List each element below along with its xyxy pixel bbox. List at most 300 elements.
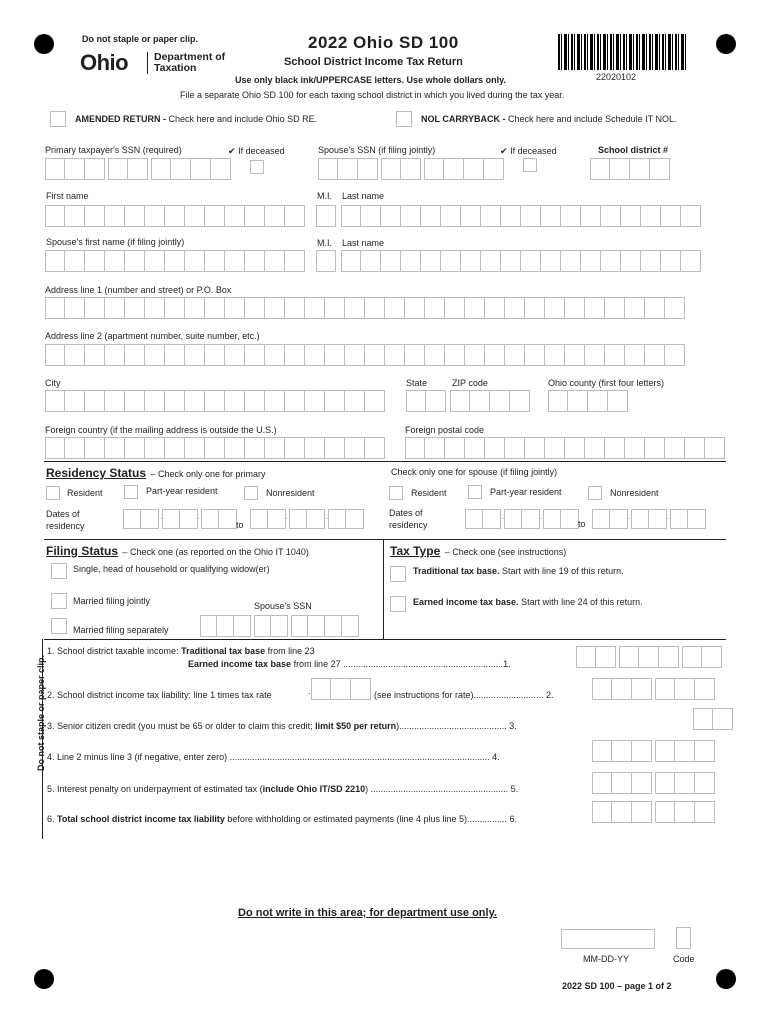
input-cell[interactable] xyxy=(125,437,145,459)
input-cell[interactable] xyxy=(245,297,265,319)
input-cell[interactable] xyxy=(165,344,185,366)
input-cell[interactable] xyxy=(365,390,385,412)
input-cell[interactable] xyxy=(105,344,125,366)
input-cell[interactable] xyxy=(105,390,125,412)
line6-amount-input[interactable] xyxy=(592,801,715,823)
input-cell[interactable] xyxy=(592,678,612,700)
input-cell[interactable] xyxy=(484,158,504,180)
input-cell[interactable] xyxy=(65,344,85,366)
input-cell[interactable] xyxy=(675,772,695,794)
input-cell[interactable] xyxy=(525,437,545,459)
input-cell[interactable] xyxy=(234,615,251,637)
earned-checkbox[interactable] xyxy=(390,596,406,612)
input-cell[interactable] xyxy=(461,250,481,272)
input-cell[interactable] xyxy=(705,437,725,459)
input-cell[interactable] xyxy=(661,205,681,227)
input-cell[interactable] xyxy=(205,390,225,412)
input-cell[interactable] xyxy=(205,297,225,319)
input-cell[interactable] xyxy=(85,344,105,366)
input-cell[interactable] xyxy=(670,509,688,529)
input-cell[interactable] xyxy=(424,158,444,180)
primary-nonresident-checkbox[interactable] xyxy=(244,486,258,500)
input-cell[interactable] xyxy=(245,205,265,227)
input-cell[interactable] xyxy=(225,437,245,459)
input-cell[interactable] xyxy=(358,158,378,180)
input-cell[interactable] xyxy=(365,437,385,459)
primary-ssn-input[interactable] xyxy=(45,158,231,180)
input-cell[interactable] xyxy=(265,390,285,412)
input-cell[interactable] xyxy=(565,344,585,366)
input-cell[interactable] xyxy=(505,297,525,319)
input-cell[interactable] xyxy=(450,390,470,412)
input-cell[interactable] xyxy=(65,158,85,180)
input-cell[interactable] xyxy=(125,390,145,412)
spouse-last-name-input[interactable] xyxy=(341,250,701,272)
input-cell[interactable] xyxy=(695,740,715,762)
input-cell[interactable] xyxy=(543,509,561,529)
input-cell[interactable] xyxy=(205,344,225,366)
input-cell[interactable] xyxy=(311,678,331,700)
input-cell[interactable] xyxy=(338,158,358,180)
input-cell[interactable] xyxy=(145,297,165,319)
input-cell[interactable] xyxy=(665,297,685,319)
input-cell[interactable] xyxy=(328,509,346,529)
input-cell[interactable] xyxy=(401,158,421,180)
input-cell[interactable] xyxy=(305,437,325,459)
input-cell[interactable] xyxy=(561,250,581,272)
input-cell[interactable] xyxy=(675,740,695,762)
input-cell[interactable] xyxy=(655,772,675,794)
input-cell[interactable] xyxy=(381,205,401,227)
input-cell[interactable] xyxy=(650,158,670,180)
input-cell[interactable] xyxy=(441,250,461,272)
input-cell[interactable] xyxy=(185,250,205,272)
input-cell[interactable] xyxy=(608,390,628,412)
input-cell[interactable] xyxy=(285,205,305,227)
input-cell[interactable] xyxy=(345,344,365,366)
input-cell[interactable] xyxy=(421,205,441,227)
input-cell[interactable] xyxy=(685,437,705,459)
input-cell[interactable] xyxy=(655,678,675,700)
spouse-ssn-input[interactable] xyxy=(318,158,504,180)
input-cell[interactable] xyxy=(325,344,345,366)
input-cell[interactable] xyxy=(688,509,706,529)
input-cell[interactable] xyxy=(693,708,713,730)
input-cell[interactable] xyxy=(245,250,265,272)
input-cell[interactable] xyxy=(285,390,305,412)
input-cell[interactable] xyxy=(265,205,285,227)
input-cell[interactable] xyxy=(225,250,245,272)
input-cell[interactable] xyxy=(601,250,621,272)
input-cell[interactable] xyxy=(601,205,621,227)
input-cell[interactable] xyxy=(365,297,385,319)
input-cell[interactable] xyxy=(45,297,65,319)
input-cell[interactable] xyxy=(341,250,361,272)
input-cell[interactable] xyxy=(612,801,632,823)
input-cell[interactable] xyxy=(225,205,245,227)
input-cell[interactable] xyxy=(325,390,345,412)
city-input[interactable] xyxy=(45,390,385,412)
input-cell[interactable] xyxy=(125,250,145,272)
input-cell[interactable] xyxy=(561,205,581,227)
input-cell[interactable] xyxy=(289,509,307,529)
nol-carryback-checkbox[interactable] xyxy=(396,111,412,127)
input-cell[interactable] xyxy=(65,205,85,227)
spouse-part-year-checkbox[interactable] xyxy=(468,485,482,499)
input-cell[interactable] xyxy=(561,509,579,529)
input-cell[interactable] xyxy=(632,772,652,794)
spouse-resident-checkbox[interactable] xyxy=(389,486,403,500)
input-cell[interactable] xyxy=(105,437,125,459)
input-cell[interactable] xyxy=(630,158,650,180)
input-cell[interactable] xyxy=(483,509,501,529)
input-cell[interactable] xyxy=(345,390,365,412)
input-cell[interactable] xyxy=(125,297,145,319)
mfs-checkbox[interactable] xyxy=(51,618,67,634)
input-cell[interactable] xyxy=(85,250,105,272)
spouse-residency-to-input[interactable]: - - xyxy=(592,509,706,529)
input-cell[interactable] xyxy=(268,509,286,529)
input-cell[interactable] xyxy=(461,205,481,227)
input-cell[interactable] xyxy=(291,615,308,637)
input-cell[interactable] xyxy=(165,250,185,272)
input-cell[interactable] xyxy=(612,740,632,762)
input-cell[interactable] xyxy=(365,344,385,366)
last-name-input[interactable] xyxy=(341,205,701,227)
input-cell[interactable] xyxy=(211,158,231,180)
input-cell[interactable] xyxy=(590,158,610,180)
input-cell[interactable] xyxy=(425,437,445,459)
input-cell[interactable] xyxy=(695,678,715,700)
input-cell[interactable] xyxy=(250,509,268,529)
input-cell[interactable] xyxy=(485,437,505,459)
input-cell[interactable] xyxy=(625,344,645,366)
input-cell[interactable] xyxy=(128,158,148,180)
mi-input[interactable] xyxy=(316,205,336,227)
input-cell[interactable] xyxy=(345,297,365,319)
input-cell[interactable] xyxy=(265,297,285,319)
input-cell[interactable] xyxy=(341,205,361,227)
input-cell[interactable] xyxy=(171,158,191,180)
county-input[interactable] xyxy=(548,390,628,412)
input-cell[interactable] xyxy=(165,390,185,412)
input-cell[interactable] xyxy=(504,509,522,529)
input-cell[interactable] xyxy=(576,646,596,668)
input-cell[interactable] xyxy=(285,250,305,272)
input-cell[interactable] xyxy=(501,250,521,272)
input-cell[interactable] xyxy=(605,344,625,366)
input-cell[interactable] xyxy=(521,250,541,272)
input-cell[interactable] xyxy=(675,678,695,700)
input-cell[interactable] xyxy=(588,390,608,412)
input-cell[interactable] xyxy=(361,205,381,227)
input-cell[interactable] xyxy=(525,297,545,319)
input-cell[interactable] xyxy=(445,437,465,459)
input-cell[interactable] xyxy=(425,344,445,366)
input-cell[interactable] xyxy=(406,390,426,412)
input-cell[interactable] xyxy=(621,205,641,227)
spouse-deceased-checkbox[interactable] xyxy=(523,158,537,172)
input-cell[interactable] xyxy=(85,390,105,412)
input-cell[interactable] xyxy=(702,646,722,668)
input-cell[interactable] xyxy=(108,158,128,180)
input-cell[interactable] xyxy=(631,509,649,529)
input-cell[interactable] xyxy=(464,158,484,180)
input-cell[interactable] xyxy=(581,205,601,227)
input-cell[interactable] xyxy=(649,509,667,529)
input-cell[interactable] xyxy=(695,801,715,823)
input-cell[interactable] xyxy=(401,205,421,227)
school-district-input[interactable] xyxy=(590,158,670,180)
input-cell[interactable] xyxy=(85,297,105,319)
zip-input[interactable] xyxy=(450,390,530,412)
input-cell[interactable] xyxy=(185,437,205,459)
input-cell[interactable] xyxy=(405,437,425,459)
input-cell[interactable] xyxy=(205,205,225,227)
spouse-mi-input[interactable] xyxy=(316,250,336,272)
input-cell[interactable] xyxy=(185,390,205,412)
input-cell[interactable] xyxy=(165,437,185,459)
input-cell[interactable] xyxy=(465,509,483,529)
input-cell[interactable] xyxy=(605,297,625,319)
mfs-spouse-ssn-input[interactable] xyxy=(200,615,359,637)
input-cell[interactable] xyxy=(205,250,225,272)
input-cell[interactable] xyxy=(285,437,305,459)
input-cell[interactable] xyxy=(565,437,585,459)
spouse-residency-from-input[interactable]: - - xyxy=(465,509,579,529)
input-cell[interactable] xyxy=(105,250,125,272)
input-cell[interactable] xyxy=(465,297,485,319)
input-cell[interactable] xyxy=(610,509,628,529)
input-cell[interactable] xyxy=(145,344,165,366)
input-cell[interactable] xyxy=(568,390,588,412)
input-cell[interactable] xyxy=(271,615,288,637)
line5-amount-input[interactable] xyxy=(592,772,715,794)
input-cell[interactable] xyxy=(305,297,325,319)
input-cell[interactable] xyxy=(254,615,271,637)
input-cell[interactable] xyxy=(45,437,65,459)
input-cell[interactable] xyxy=(385,344,405,366)
input-cell[interactable] xyxy=(385,297,405,319)
input-cell[interactable] xyxy=(145,205,165,227)
input-cell[interactable] xyxy=(191,158,211,180)
input-cell[interactable] xyxy=(525,344,545,366)
input-cell[interactable] xyxy=(485,297,505,319)
input-cell[interactable] xyxy=(265,250,285,272)
input-cell[interactable] xyxy=(470,390,490,412)
input-cell[interactable] xyxy=(325,615,342,637)
input-cell[interactable] xyxy=(145,250,165,272)
input-cell[interactable] xyxy=(565,297,585,319)
input-cell[interactable] xyxy=(201,509,219,529)
input-cell[interactable] xyxy=(596,646,616,668)
input-cell[interactable] xyxy=(632,801,652,823)
input-cell[interactable] xyxy=(541,250,561,272)
input-cell[interactable] xyxy=(219,509,237,529)
input-cell[interactable] xyxy=(661,250,681,272)
input-cell[interactable] xyxy=(445,297,465,319)
input-cell[interactable] xyxy=(605,437,625,459)
input-cell[interactable] xyxy=(505,437,525,459)
input-cell[interactable] xyxy=(426,390,446,412)
input-cell[interactable] xyxy=(625,297,645,319)
amended-return-checkbox[interactable] xyxy=(50,111,66,127)
input-cell[interactable] xyxy=(165,205,185,227)
input-cell[interactable] xyxy=(645,344,665,366)
spouse-nonresident-checkbox[interactable] xyxy=(588,486,602,500)
input-cell[interactable] xyxy=(141,509,159,529)
input-cell[interactable] xyxy=(245,437,265,459)
primary-resident-checkbox[interactable] xyxy=(46,486,60,500)
input-cell[interactable] xyxy=(381,250,401,272)
input-cell[interactable] xyxy=(45,344,65,366)
input-cell[interactable] xyxy=(612,678,632,700)
input-cell[interactable] xyxy=(308,615,325,637)
input-cell[interactable] xyxy=(65,437,85,459)
first-name-input[interactable] xyxy=(45,205,305,227)
input-cell[interactable] xyxy=(185,205,205,227)
input-cell[interactable] xyxy=(185,344,205,366)
input-cell[interactable] xyxy=(205,437,225,459)
input-cell[interactable] xyxy=(632,740,652,762)
input-cell[interactable] xyxy=(346,509,364,529)
line2-amount-input[interactable] xyxy=(592,678,715,700)
input-cell[interactable] xyxy=(305,390,325,412)
input-cell[interactable] xyxy=(444,158,464,180)
input-cell[interactable] xyxy=(105,297,125,319)
input-cell[interactable] xyxy=(659,646,679,668)
input-cell[interactable] xyxy=(501,205,521,227)
input-cell[interactable] xyxy=(85,205,105,227)
input-cell[interactable] xyxy=(265,344,285,366)
input-cell[interactable] xyxy=(45,250,65,272)
tax-rate-input[interactable]: . xyxy=(308,678,371,700)
input-cell[interactable] xyxy=(445,344,465,366)
primary-part-year-checkbox[interactable] xyxy=(124,485,138,499)
input-cell[interactable] xyxy=(645,437,665,459)
input-cell[interactable] xyxy=(665,344,685,366)
input-cell[interactable] xyxy=(180,509,198,529)
input-cell[interactable] xyxy=(151,158,171,180)
input-cell[interactable] xyxy=(425,297,445,319)
input-cell[interactable] xyxy=(465,437,485,459)
input-cell[interactable] xyxy=(225,297,245,319)
spouse-first-name-input[interactable] xyxy=(45,250,305,272)
input-cell[interactable] xyxy=(316,250,336,272)
input-cell[interactable] xyxy=(610,158,630,180)
single-checkbox[interactable] xyxy=(51,563,67,579)
input-cell[interactable] xyxy=(621,250,641,272)
input-cell[interactable] xyxy=(85,437,105,459)
input-cell[interactable] xyxy=(265,437,285,459)
input-cell[interactable] xyxy=(85,158,105,180)
input-cell[interactable] xyxy=(185,297,205,319)
input-cell[interactable] xyxy=(592,801,612,823)
mfj-checkbox[interactable] xyxy=(51,593,67,609)
input-cell[interactable] xyxy=(65,390,85,412)
input-cell[interactable] xyxy=(545,437,565,459)
input-cell[interactable] xyxy=(105,205,125,227)
input-cell[interactable] xyxy=(541,205,561,227)
input-cell[interactable] xyxy=(162,509,180,529)
input-cell[interactable] xyxy=(225,390,245,412)
input-cell[interactable] xyxy=(655,801,675,823)
input-cell[interactable] xyxy=(665,437,685,459)
input-cell[interactable] xyxy=(45,205,65,227)
input-cell[interactable] xyxy=(325,297,345,319)
primary-residency-from-input[interactable]: - - xyxy=(123,509,237,529)
input-cell[interactable] xyxy=(645,297,665,319)
input-cell[interactable] xyxy=(145,437,165,459)
input-cell[interactable] xyxy=(65,297,85,319)
input-cell[interactable] xyxy=(581,250,601,272)
input-cell[interactable] xyxy=(325,437,345,459)
input-cell[interactable] xyxy=(632,678,652,700)
input-cell[interactable] xyxy=(713,708,733,730)
input-cell[interactable] xyxy=(351,678,371,700)
input-cell[interactable] xyxy=(545,297,565,319)
input-cell[interactable] xyxy=(641,250,661,272)
input-cell[interactable] xyxy=(307,509,325,529)
input-cell[interactable] xyxy=(145,390,165,412)
input-cell[interactable] xyxy=(485,344,505,366)
input-cell[interactable] xyxy=(316,205,336,227)
input-cell[interactable] xyxy=(465,344,485,366)
primary-residency-to-input[interactable]: - - xyxy=(250,509,364,529)
input-cell[interactable] xyxy=(65,250,85,272)
input-cell[interactable] xyxy=(505,344,525,366)
input-cell[interactable] xyxy=(245,344,265,366)
line4-amount-input[interactable] xyxy=(592,740,715,762)
line1-amount-input[interactable] xyxy=(576,646,722,668)
input-cell[interactable] xyxy=(285,297,305,319)
input-cell[interactable] xyxy=(639,646,659,668)
input-cell[interactable] xyxy=(123,509,141,529)
input-cell[interactable] xyxy=(681,250,701,272)
input-cell[interactable] xyxy=(217,615,234,637)
input-cell[interactable] xyxy=(490,390,510,412)
state-input[interactable] xyxy=(406,390,446,412)
input-cell[interactable] xyxy=(510,390,530,412)
traditional-checkbox[interactable] xyxy=(390,566,406,582)
address1-input[interactable] xyxy=(45,297,685,319)
input-cell[interactable] xyxy=(405,297,425,319)
input-cell[interactable] xyxy=(675,801,695,823)
input-cell[interactable] xyxy=(641,205,661,227)
input-cell[interactable] xyxy=(331,678,351,700)
input-cell[interactable] xyxy=(548,390,568,412)
input-cell[interactable] xyxy=(45,390,65,412)
input-cell[interactable] xyxy=(681,205,701,227)
input-cell[interactable] xyxy=(342,615,359,637)
input-cell[interactable] xyxy=(225,344,245,366)
input-cell[interactable] xyxy=(405,344,425,366)
input-cell[interactable] xyxy=(165,297,185,319)
input-cell[interactable] xyxy=(592,509,610,529)
input-cell[interactable] xyxy=(481,250,501,272)
input-cell[interactable] xyxy=(305,344,325,366)
input-cell[interactable] xyxy=(200,615,217,637)
input-cell[interactable] xyxy=(522,509,540,529)
input-cell[interactable] xyxy=(682,646,702,668)
input-cell[interactable] xyxy=(695,772,715,794)
input-cell[interactable] xyxy=(619,646,639,668)
input-cell[interactable] xyxy=(585,437,605,459)
input-cell[interactable] xyxy=(585,344,605,366)
input-cell[interactable] xyxy=(592,740,612,762)
foreign-postal-input[interactable] xyxy=(405,437,725,459)
input-cell[interactable] xyxy=(361,250,381,272)
